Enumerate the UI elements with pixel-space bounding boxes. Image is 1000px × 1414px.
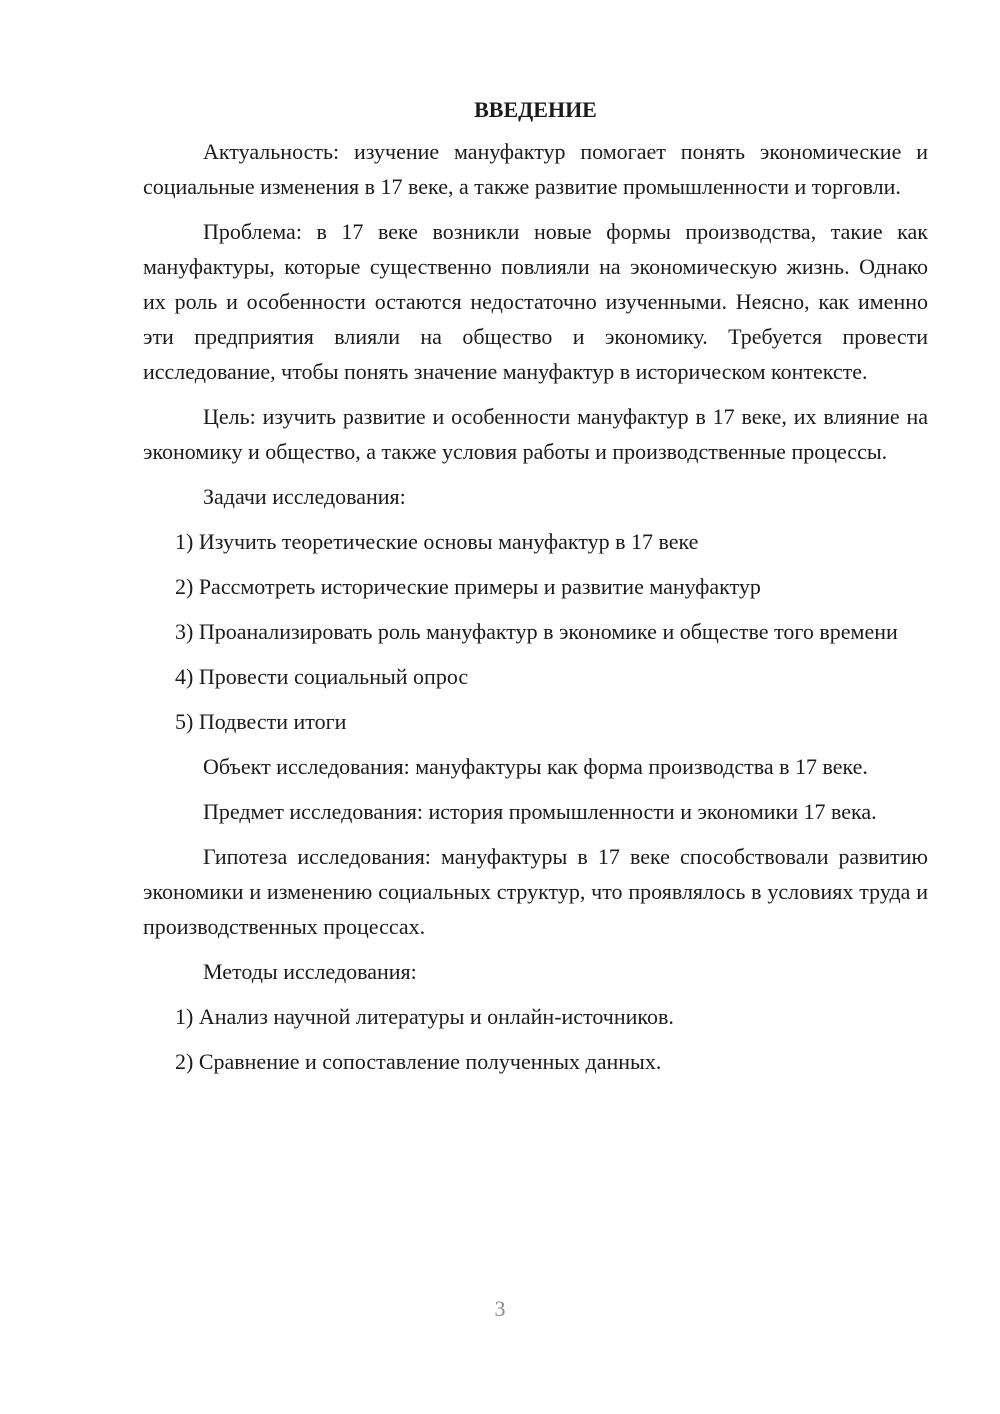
task-item: 1) Изучить теоретические основы мануфактур в 17 веке — [175, 529, 699, 554]
paragraph-methods-heading: Методы исследования: — [203, 959, 417, 984]
page-content — [143, 92, 928, 1089]
paragraph-tasks-heading: Задачи исследования: — [203, 484, 406, 509]
task-item: 3) Проанализировать роль мануфактур в экономике и обществе того времени — [175, 619, 898, 644]
paragraph-goal: Цель: изучить развитие и особенности мануфактур в 17 веке, их влияние на экономику и общество, а также условия работы и производственные процессы. — [143, 404, 928, 464]
section-title: ВВЕДЕНИЕ — [474, 97, 597, 122]
paragraph-subject: Предмет исследования: история промышленности и экономики 17 века. — [203, 799, 877, 824]
paragraph-hypothesis: Гипотеза исследования: мануфактуры в 17 веке способствовали развитию экономики и изменению социальных структур, что проявлялось в условиях труда и производственных процессах. — [143, 844, 928, 939]
task-item: 4) Провести социальный опрос — [175, 664, 469, 689]
task-item: 2) Рассмотреть исторические примеры и развитие мануфактур — [175, 574, 761, 599]
paragraph-object: Объект исследования: мануфактуры как форма производства в 17 веке. — [203, 754, 868, 779]
page-number: 3 — [494, 1296, 506, 1321]
paragraph-relevance: Актуальность: изучение мануфактур помогает понять экономические и социальные изменения в 17 веке, а также развитие промышленности и торговли. — [143, 139, 928, 199]
method-item: 2) Сравнение и сопоставление полученных данных. — [175, 1049, 662, 1074]
method-item: 1) Анализ научной литературы и онлайн-источников. — [175, 1004, 674, 1029]
paragraph-problem: Проблема: в 17 веке возникли новые формы производства, такие как мануфактуры, которые существенно повлияли на экономическую жизнь. Однако их роль и особенности остаются недостаточно изученными. Неясно, как именно эти предприятия влияли на общество и экономику. Требуется провести исследование, чтобы понять значение мануфактур в историческом контексте. — [143, 219, 928, 384]
task-item: 5) Подвести итоги — [175, 709, 347, 734]
